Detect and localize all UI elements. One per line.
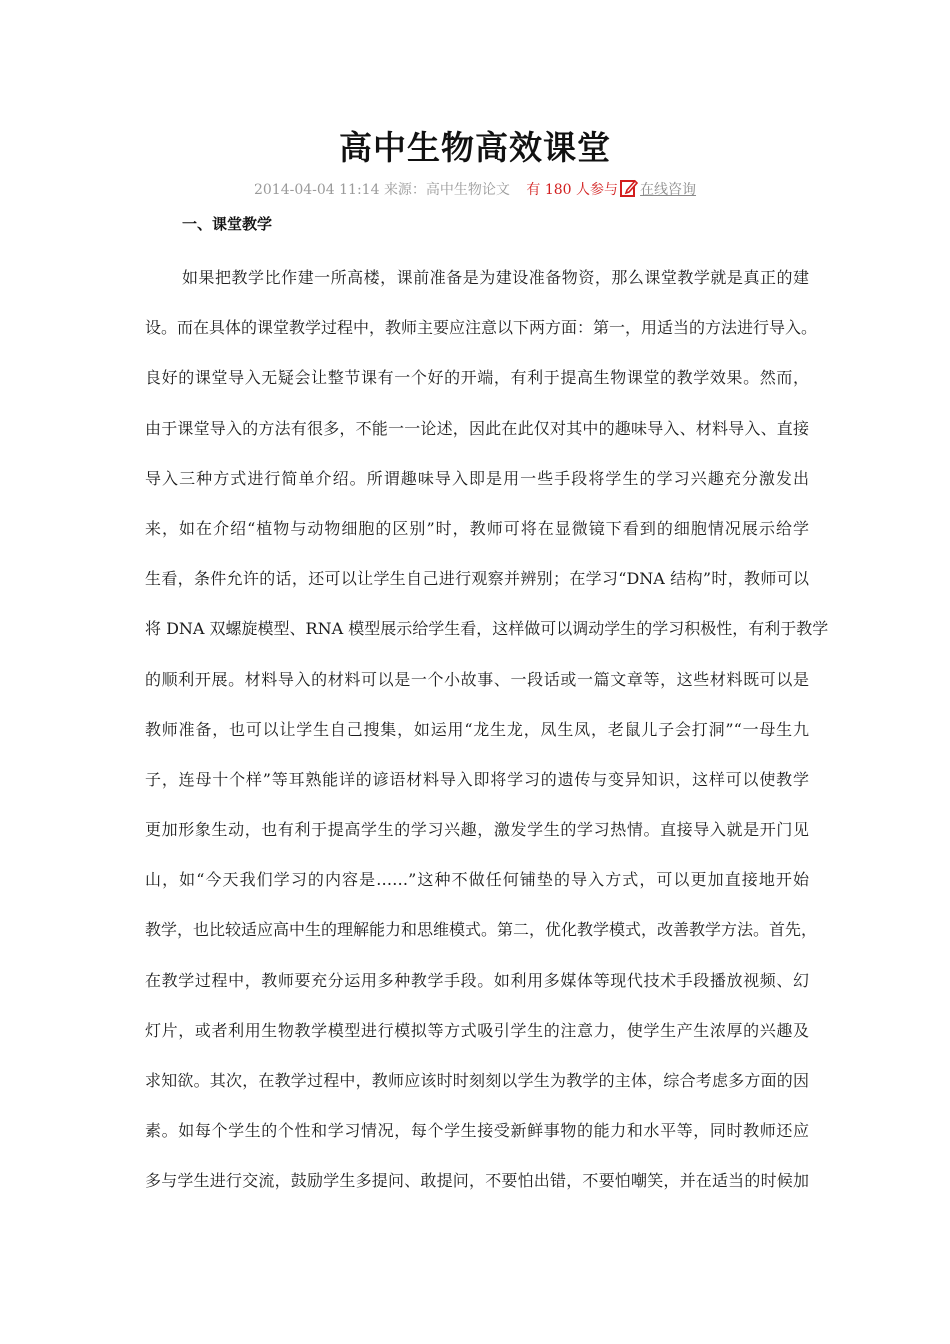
section-heading: 一、课堂教学: [182, 215, 273, 233]
edit-icon[interactable]: [619, 178, 639, 198]
article-source: 来源：高中生物论文: [383, 182, 510, 198]
body-line: 将 DNA 双螺旋模型、RNA 模型展示给学生看，这样做可以调动学生的学习积极性，有利于教学: [145, 619, 829, 639]
body-line: 生看，条件允许的话，还可以让学生自己进行观察并辨别；在学习“DNA 结构”时，教师可以: [145, 569, 809, 589]
online-consult-link[interactable]: 在线咨询: [640, 182, 697, 198]
body-line: 来，如在介绍“植物与动物细胞的区别”时，教师可将在显微镜下看到的细胞情况展示给学: [145, 518, 809, 538]
body-line: 灯片，或者利用生物教学模型进行模拟等方式吸引学生的注意力，使学生产生浓厚的兴趣及: [145, 1020, 809, 1040]
body-line: 如果把教学比作建一所高楼，课前准备是为建设准备物资，那么课堂教学就是真正的建: [182, 268, 809, 287]
article-body: [145, 253, 829, 1207]
publish-datetime: 2014-04-04 11:14: [253, 182, 380, 198]
body-line: 设。而在具体的课堂教学过程中，教师主要应注意以下两方面：第一，用适当的方法进行导入。: [145, 318, 818, 338]
body-line: 求知欲。其次，在教学过程中，教师应该时时刻刻以学生为教学的主体，综合考虑多方面的因: [145, 1071, 809, 1090]
article-meta: [0, 178, 950, 202]
body-line: 山，如“今天我们学习的内容是……”这种不做任何铺垫的导入方式，可以更加直接地开始: [145, 870, 809, 890]
body-line: 教师准备，也可以让学生自己搜集，如运用“龙生龙，凤生凤，老鼠儿子会打洞”“一母生九: [145, 719, 809, 739]
body-line: 由于课堂导入的方法有很多，不能一一论述，因此在此仅对其中的趣味导入、材料导入、直接: [145, 418, 809, 438]
body-line: 在教学过程中，教师要充分运用多种教学手段。如利用多媒体等现代技术手段播放视频、幻: [145, 970, 809, 990]
body-line: 子，连母十个样”等耳熟能详的谚语材料导入即将学习的遗传与变异知识，这样可以使教学: [145, 769, 809, 789]
body-line: 素。如每个学生的个性和学习情况，每个学生接受新鲜事物的能力和水平等，同时教师还应: [145, 1121, 809, 1141]
participant-count: 有 180 人参与: [526, 182, 619, 198]
body-line: 教学，也比较适应高中生的理解能力和思维模式。第二，优化教学模式，改善教学方法。首先，: [145, 920, 818, 940]
article-title: 高中生物高效课堂: [339, 128, 611, 167]
body-line: 良好的课堂导入无疑会让整节课有一个好的开端，有利于提高生物课堂的教学效果。然而，: [145, 368, 809, 388]
body-line: 多与学生进行交流，鼓励学生多提问、敢提问，不要怕出错，不要怕嘲笑，并在适当的时候加: [145, 1171, 809, 1191]
body-line: 导入三种方式进行简单介绍。所谓趣味导入即是用一些手段将学生的学习兴趣充分激发出: [145, 468, 809, 488]
body-line: 的顺利开展。材料导入的材料可以是一个小故事、一段话或一篇文章等，这些材料既可以是: [145, 669, 809, 689]
body-line: 更加形象生动，也有利于提高学生的学习兴趣，激发学生的学习热情。直接导入就是开门见: [145, 820, 809, 840]
